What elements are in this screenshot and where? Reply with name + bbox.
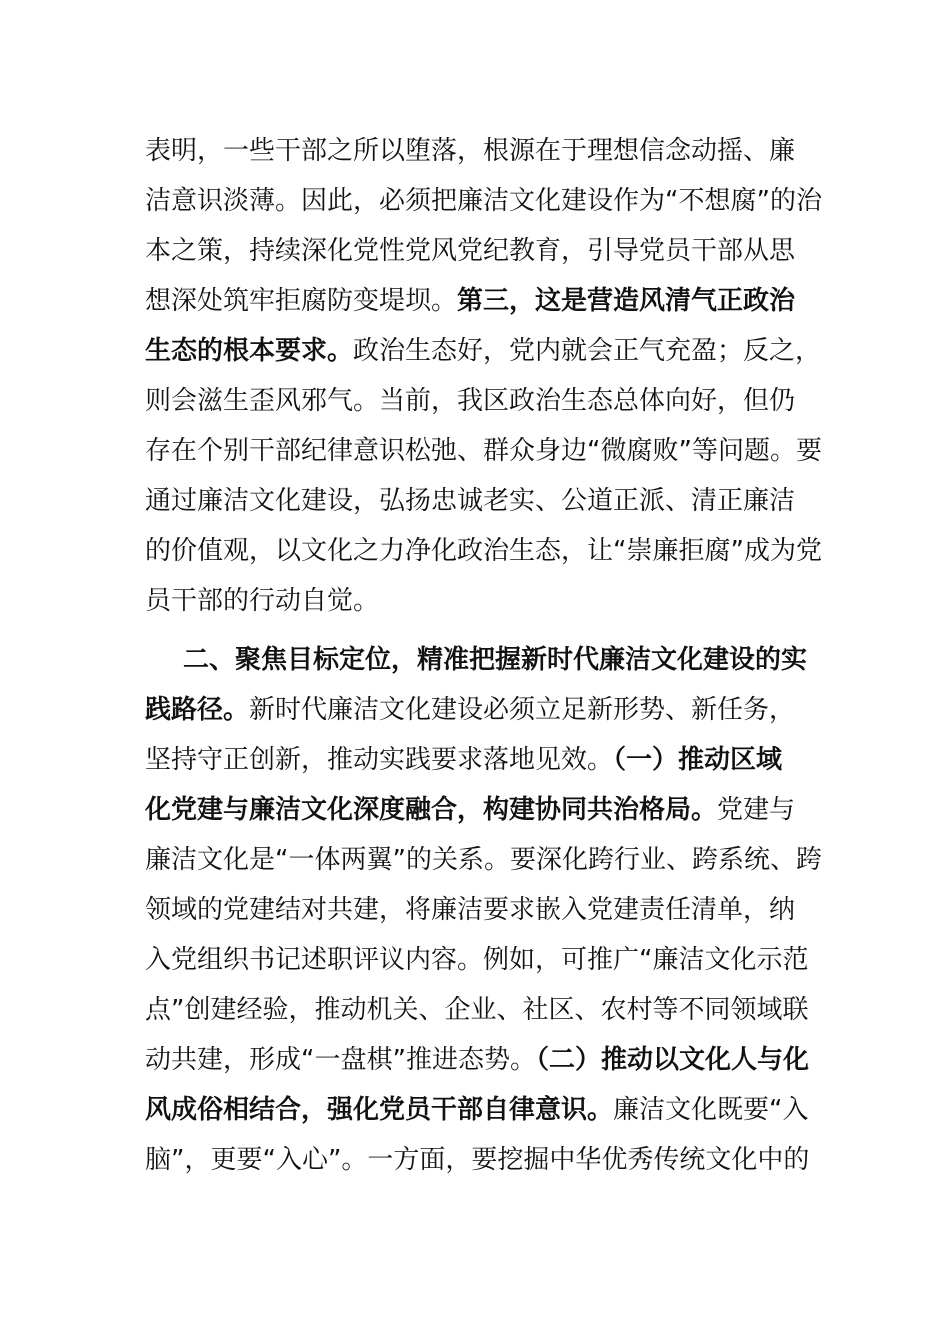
- text-line: [145, 685, 807, 735]
- text-line: [145, 276, 807, 326]
- text-run: 坚持守正创新，推动实践要求落地见效。: [145, 745, 614, 775]
- text-line: [145, 635, 807, 685]
- text-run: 廉洁文化既要“入: [613, 1095, 809, 1125]
- text-line: [145, 1035, 807, 1085]
- text-line: [145, 326, 830, 376]
- text-run: 政治生态好，党内就会正气充盈；反之，: [353, 336, 822, 366]
- text-line: 本之策，持续深化党性党风党纪教育，引导党员干部从思: [145, 236, 796, 266]
- bold-subheading-two: （二）推动以文化人与化: [535, 1045, 809, 1075]
- text-line: [145, 1085, 807, 1135]
- section-heading: 践路径。: [145, 695, 250, 725]
- text-line: [145, 735, 807, 785]
- bold-heading-third-point: 生态的根本要求。: [145, 336, 354, 366]
- text-line: 领域的党建结对共建，将廉洁要求嵌入党建责任清单，纳: [145, 895, 796, 925]
- paragraph-2: [145, 635, 822, 1185]
- text-line: 表明，一些干部之所以堕落，根源在于理想信念动摇、廉: [145, 136, 796, 166]
- text-line: 则会滋生歪风邪气。当前，我区政治生态总体向好，但仍: [145, 386, 796, 416]
- text-run: 新时代廉洁文化建设必须立足新形势、新任务，: [249, 695, 796, 725]
- text-line: 脑”，更要“入心”。一方面，要挖掘中华优秀传统文化中的: [145, 1145, 810, 1175]
- text-line: 通过廉洁文化建设，弘扬忠诚老实、公道正派、清正廉洁: [145, 486, 796, 516]
- text-run: 想深处筑牢拒腐防变堤坝。: [145, 286, 458, 316]
- text-line: 员干部的行动自觉。: [145, 586, 380, 616]
- bold-subheading-two: 风成俗相结合，强化党员干部自律意识。: [145, 1095, 614, 1125]
- text-run: 动共建，形成“一盘棋”推进态势。: [145, 1045, 536, 1075]
- bold-heading-third-point: 第三，这是营造风清气正政治: [457, 286, 796, 316]
- section-heading: 二、聚焦目标定位，精准把握新时代廉洁文化建设的实: [183, 645, 808, 675]
- text-line: 入党组织书记述职评议内容。例如，可推广“廉洁文化示范: [145, 945, 809, 975]
- text-line: 的价值观，以文化之力净化政治生态，让“崇廉拒腐”成为党: [145, 536, 822, 566]
- paragraph-1: [145, 126, 822, 626]
- document-body: [145, 126, 822, 1185]
- text-line: 廉洁文化是“一体两翼”的关系。要深化跨行业、跨系统、跨: [145, 845, 822, 875]
- text-line: 存在个别干部纪律意识松弛、群众身边“微腐败”等问题。要: [145, 436, 822, 466]
- bold-subheading-one: （一）推动区域: [613, 745, 783, 775]
- text-line: 洁意识淡薄。因此，必须把廉洁文化建设作为“不想腐”的治: [145, 186, 822, 216]
- bold-subheading-one: 化党建与廉洁文化深度融合，构建协同共治格局。: [145, 795, 718, 825]
- text-line: 点”创建经验，推动机关、企业、社区、农村等不同领域联: [145, 995, 809, 1025]
- text-line: [145, 785, 807, 835]
- text-run: 党建与: [717, 795, 796, 825]
